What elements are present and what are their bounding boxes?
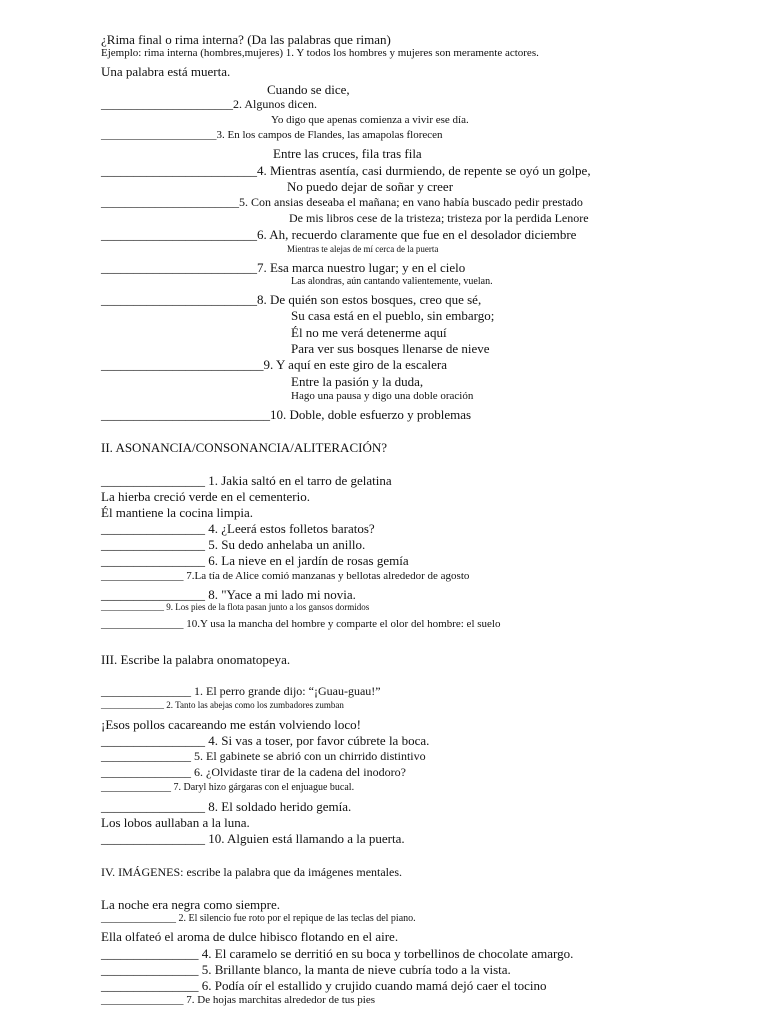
worksheet-line: ________________ 1. Jakia saltó en el tarro de gelatina bbox=[101, 473, 392, 488]
worksheet-line: ¡Esos pollos cacareando me están volviendo loco! bbox=[101, 717, 361, 732]
worksheet-line: _____________________3. En los campos de Flandes, las amapolas florecen bbox=[101, 129, 443, 141]
worksheet-line: ¿Rima final o rima interna? (Da las palabras que riman) bbox=[101, 32, 391, 47]
worksheet-line: Su casa está en el pueblo, sin embargo; bbox=[291, 308, 495, 323]
worksheet-line: _________________________9. Y aquí en este giro de la escalera bbox=[101, 357, 447, 372]
worksheet-line: ________________ 8. El soldado herido gemía. bbox=[101, 799, 352, 814]
worksheet-line: Él mantiene la cocina limpia. bbox=[101, 505, 253, 520]
worksheet-line: __________________________10. Doble, doble esfuerzo y problemas bbox=[101, 407, 472, 422]
worksheet-line: ________________ 8. "Yace a mi lado mi novia. bbox=[101, 587, 356, 602]
worksheet-line: IV. IMÁGENES: escribe la palabra que da imágenes mentales. bbox=[101, 865, 403, 879]
worksheet-line: ______________________2. Algunos dicen. bbox=[101, 97, 317, 111]
worksheet-line: ______________ 2. Tanto las abejas como los zumbadores zumban bbox=[101, 700, 344, 710]
worksheet-line: _______________ 6. Podía oír el estallido y crujido cuando mamá dejó caer el tocino bbox=[101, 978, 547, 993]
worksheet-line: Ella olfateó el aroma de dulce hibisco flotando en el aire. bbox=[101, 929, 399, 944]
worksheet-line: Para ver sus bosques llenarse de nieve bbox=[291, 341, 490, 356]
worksheet-line: _______________ 5. El gabinete se abrió con un chirrido distintivo bbox=[101, 749, 426, 763]
worksheet-line: De mis libros cese de la tristeza; tristeza por la perdida Lenore bbox=[289, 211, 589, 225]
worksheet-line: Los lobos aullaban a la luna. bbox=[101, 815, 250, 830]
worksheet-line: Una palabra está muerta. bbox=[101, 64, 231, 79]
worksheet-line: Entre las cruces, fila tras fila bbox=[273, 146, 422, 161]
worksheet-line: Hago una pausa y digo una doble oración bbox=[291, 390, 474, 402]
worksheet-line: ________________ 4. ¿Leerá estos folletos baratos? bbox=[101, 521, 375, 536]
worksheet-line: _______________ 2. El silencio fue roto por el repique de las teclas del piano. bbox=[101, 913, 416, 924]
worksheet-line: _______________ 7. De hojas marchitas alrededor de tus pies bbox=[101, 994, 376, 1006]
worksheet-line: ______________ 7. Daryl hizo gárgaras con el enjuague bucal. bbox=[101, 782, 355, 793]
worksheet-line: _______________ 4. El caramelo se derritió en su boca y torbellinos de chocolate amargo. bbox=[101, 946, 574, 961]
worksheet-line: Las alondras, aún cantando valientemente, vuelan. bbox=[291, 276, 493, 287]
worksheet-line: Yo digo que apenas comienza a vivir ese día. bbox=[271, 114, 469, 126]
worksheet-line: ________________________4. Mientras asentía, casi durmiendo, de repente se oyó un golpe, bbox=[101, 163, 591, 178]
worksheet-line: _______________ 1. El perro grande dijo: “¡Guau-guau!” bbox=[101, 684, 381, 698]
worksheet-line: Mientras te alejas de mí cerca de la puerta bbox=[287, 244, 439, 254]
worksheet-line: _______________ 5. Brillante blanco, la manta de nieve cubría todo a la vista. bbox=[101, 962, 511, 977]
worksheet-line: ______________ 9. Los pies de la flota pasan junto a los gansos dormidos bbox=[101, 602, 370, 612]
worksheet-line: _______________ 7.La tía de Alice comió manzanas y bellotas alrededor de agosto bbox=[101, 570, 470, 582]
worksheet-line: Cuando se dice, bbox=[267, 82, 350, 97]
worksheet-line: ________________________6. Ah, recuerdo claramente que fue en el desolador diciembre bbox=[101, 227, 577, 242]
worksheet-line: ________________________8. De quién son estos bosques, creo que sé, bbox=[101, 292, 482, 307]
worksheet-line: La hierba creció verde en el cementerio. bbox=[101, 489, 310, 504]
worksheet-line: ________________ 10. Alguien está llamando a la puerta. bbox=[101, 831, 405, 846]
worksheet-line: Él no me verá detenerme aquí bbox=[291, 325, 447, 340]
worksheet-line: La noche era negra como siempre. bbox=[101, 897, 281, 912]
worksheet-line: Entre la pasión y la duda, bbox=[291, 374, 424, 389]
worksheet-line: _______________ 6. ¿Olvidaste tirar de la cadena del inodoro? bbox=[101, 765, 406, 779]
worksheet-line: ________________________7. Esa marca nuestro lugar; y en el cielo bbox=[101, 260, 466, 275]
worksheet-line: Ejemplo: rima interna (hombres,mujeres) 1. Y todos los hombres y mujeres son meramente actores. bbox=[101, 47, 539, 59]
worksheet-line: III. Escribe la palabra onomatopeya. bbox=[101, 652, 291, 667]
worksheet-line: II. ASONANCIA/CONSONANCIA/ALITERACIÓN? bbox=[101, 440, 387, 455]
worksheet-line: ________________ 4. Si vas a toser, por favor cúbrete la boca. bbox=[101, 733, 430, 748]
worksheet-line: No puedo dejar de soñar y creer bbox=[287, 179, 454, 194]
worksheet-line: _______________________5. Con ansias deseaba el mañana; en vano había buscado pedir prestado bbox=[101, 195, 583, 209]
worksheet-line: _______________ 10.Y usa la mancha del hombre y comparte el olor del hombre: el suelo bbox=[101, 618, 501, 630]
worksheet-line: ________________ 5. Su dedo anhelaba un anillo. bbox=[101, 537, 366, 552]
worksheet-line: ________________ 6. La nieve en el jardín de rosas gemía bbox=[101, 553, 409, 568]
